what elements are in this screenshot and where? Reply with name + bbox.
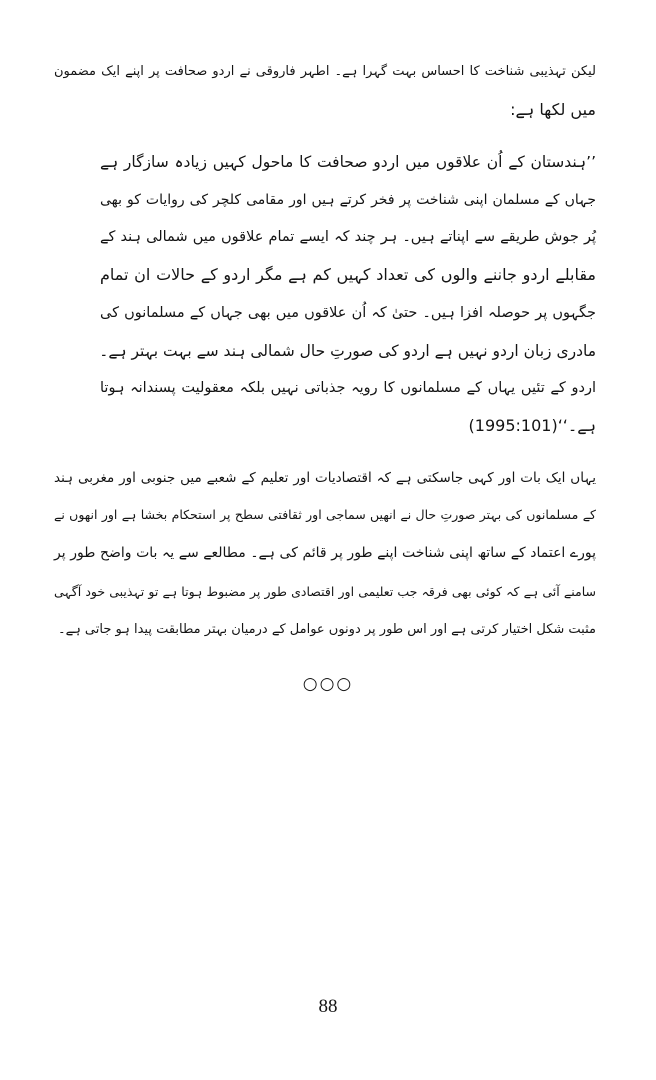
- paragraph-2-line: مثبت شکل اختیار کرتی ہے اور اس طور پر دونوں عوامل کے درمیان بہتر مطابقت پیدا ہو جاتی ہے۔: [57, 622, 596, 637]
- paragraph-2-line: کے مسلمانوں کی بہتر صورتِ حال نے انھیں سماجی اور ثقافتی سطح پر استحکام بخشا ہے اور انھوں نے: [54, 507, 596, 522]
- quote-line: اردو کے تئیں یہاں کے مسلمانوں کا رویہ جذباتی نہیں بلکہ معقولیت پسندانہ ہوتا: [100, 380, 596, 396]
- section-end-ornament: ○○○: [302, 674, 354, 694]
- quote-citation: ہے۔‘‘(1995:101): [468, 416, 596, 435]
- page-number: 88: [318, 996, 338, 1017]
- quote-line: ’’ہندستان کے اُن علاقوں میں اردو صحافت کا ماحول کہیں زیادہ سازگار ہے: [100, 153, 596, 171]
- paragraph-2-line: سامنے آئی ہے کہ کوئی بھی فرقہ جب تعلیمی اور اقتصادی طور پر مضبوط ہوتا ہے تو تہذیبی خود آگہی: [54, 584, 596, 599]
- quote-line: پُر جوش طریقے سے اپناتے ہیں۔ ہر چند کہ ایسے تمام علاقوں میں شمالی ہند کے: [100, 229, 596, 245]
- quote-line: مقابلے اردو جاننے والوں کی تعداد کہیں کم ہے مگر اردو کے حالات ان تمام: [100, 265, 596, 284]
- quote-line: جہاں کے مسلمان اپنی شناخت پر فخر کرتے ہیں اور مقامی کلچر کی روایات کو بھی: [100, 192, 596, 208]
- paragraph-2-line: پورے اعتماد کے ساتھ اپنی شناخت اپنے طور پر قائم کی ہے۔ مطالعے سے یہ بات واضح طور پر: [54, 545, 596, 561]
- quote-line: مادری زبان اردو نہیں ہے اردو کی صورتِ حال شمالی ہند سے بہت بہتر ہے۔: [99, 342, 596, 360]
- paragraph-1-line: لیکن تہذیبی شناخت کا احساس بہت گہرا ہے۔ اطہر فاروقی نے اردو صحافت پر اپنے ایک مضمون: [54, 64, 596, 79]
- paragraph-2-line: یہاں ایک بات اور کہی جاسکتی ہے کہ اقتصادیات اور تعلیم کے شعبے میں جنوبی اور مغربی ہند: [54, 470, 596, 486]
- paragraph-1-line: میں لکھا ہے:: [510, 100, 596, 119]
- quote-line: جگہوں پر حوصلہ افزا ہیں۔ حتیٰ کہ اُن علاقوں میں بھی جہاں کے مسلمانوں کی: [100, 305, 596, 321]
